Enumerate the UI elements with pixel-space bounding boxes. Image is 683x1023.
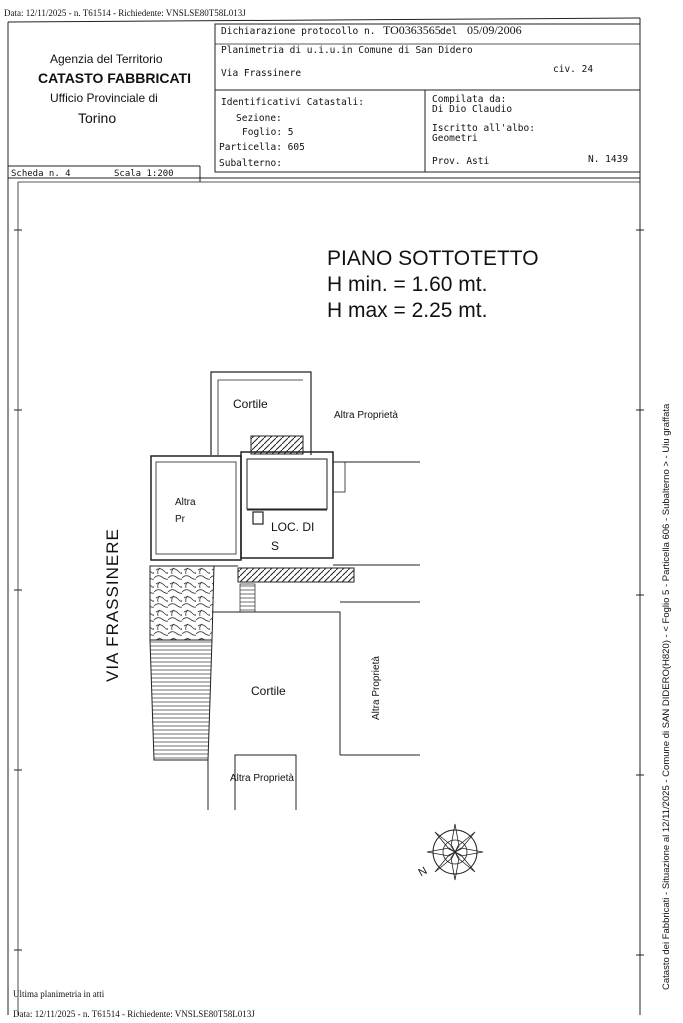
address: Via Frassinere [221, 68, 302, 79]
identifiers-title: Identificativi Catastali: [221, 97, 364, 108]
foglio: Foglio: 5 [242, 127, 294, 138]
plan-description: Planimetria di u.i.u.in Comune di San Didero [221, 45, 473, 56]
altra-proprieta-bottom-label: Altra Proprietà [230, 773, 294, 784]
request-footer: Data: 12/11/2025 - n. T61514 - Richiedente: VNSLSE80T58L013J [13, 1009, 255, 1019]
subalterno: Subalterno: [219, 158, 282, 169]
scale: Scala 1:200 [114, 169, 174, 179]
request-header: Data: 12/11/2025 - n. T61514 - Richiedente: VNSLSE80T58L013J [4, 8, 246, 18]
cortile-bottom-label: Cortile [251, 684, 286, 698]
protocol-date: 05/09/2006 [467, 23, 522, 37]
office-city: Torino [78, 110, 117, 126]
sheet-number: Scheda n. 4 [11, 169, 71, 179]
compiler-name: Di Dio Claudio [432, 104, 513, 115]
particella: Particella: 605 [219, 142, 305, 153]
floor-title: PIANO SOTTOTETTO [327, 247, 539, 270]
agency-name: Agenzia del Territorio [50, 52, 163, 66]
loc-label-2: S [271, 539, 280, 553]
compiler-title: Compilata da: [432, 94, 507, 105]
protocol-label: Dichiarazione protocollo n. [221, 26, 376, 37]
street-label: VIA FRASSINERE [103, 528, 122, 682]
height-max: H max = 2.25 mt. [327, 299, 488, 322]
loc-label-1: LOC. DI [271, 520, 315, 534]
office-line: Ufficio Provinciale di [50, 91, 158, 105]
altra-proprieta-top-label: Altra Proprietà [334, 410, 398, 421]
albo-label: Iscritto all'albo: [432, 123, 535, 134]
albo-role: Geometri [432, 133, 478, 144]
protocol-date-label: del [440, 26, 458, 37]
altra-pr-label-2: Pr [175, 514, 185, 525]
floor-heading [327, 246, 539, 324]
protocol-number: TO0363565 [383, 23, 441, 37]
north-label: N [416, 864, 430, 880]
cortile-top-label: Cortile [233, 397, 268, 411]
registration-number: N. 1439 [588, 154, 629, 165]
height-min: H min. = 1.60 mt. [327, 273, 488, 296]
altra-pr-label-1: Altra [175, 497, 196, 508]
province: Prov. Asti [432, 156, 490, 167]
civic-number: civ. 24 [553, 64, 594, 75]
sezione: Sezione: [236, 113, 282, 124]
last-plan-note: Ultima planimetria in atti [13, 989, 105, 999]
cadastral-side-text: Catasto dei Fabbricati - Situazione al 12/11/2025 - Comune di SAN DIDERO(H820) - < Foglio 5 - Particella 606 - Subalterno > - Uiu graffata [661, 403, 672, 990]
catasto-title: CATASTO FABBRICATI [38, 70, 191, 86]
altra-proprieta-right-label: Altra Proprietà [371, 656, 382, 720]
